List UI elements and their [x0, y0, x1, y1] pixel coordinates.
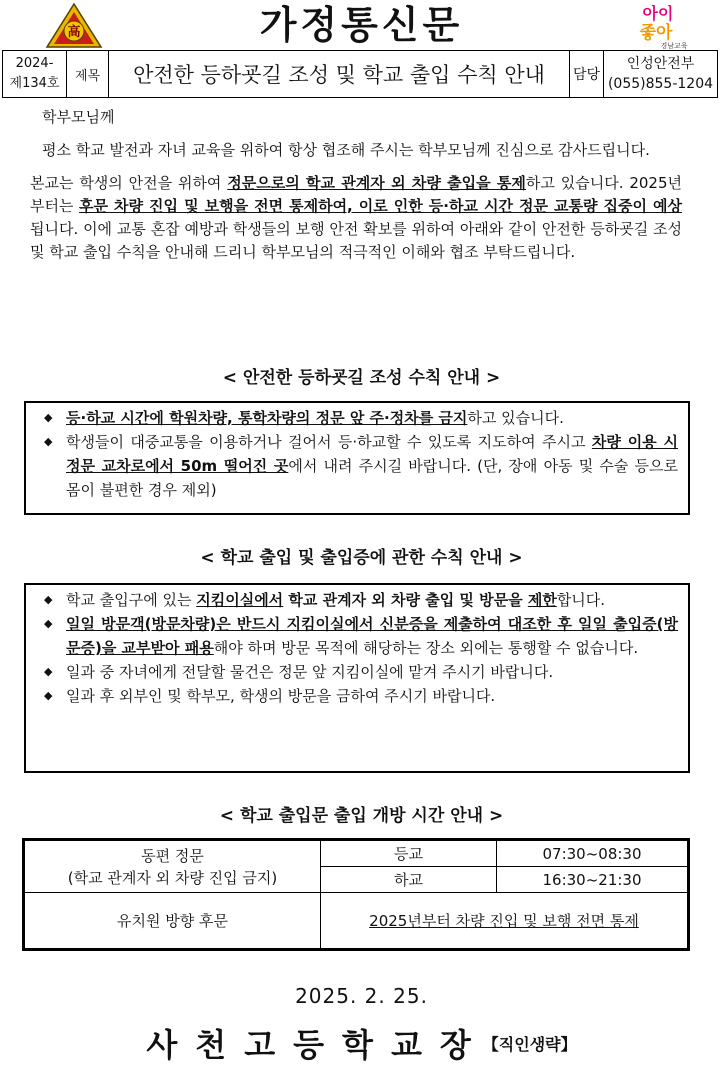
- notice-emphasis: 정문으로의 학교 관계자 외 차량 출입을 통제: [227, 174, 526, 192]
- rule-emphasis: 지킴이실에서: [196, 591, 284, 609]
- school-principal: 사천고등학교장: [146, 1026, 489, 1064]
- rule-emphasis: 일일 방문객(방문차량)은 반드시 지킴이실에서 신분증을 제출하여 대조한 후 일일 출입증(방문증)을 교부받아 패용: [66, 615, 678, 657]
- bullet-icon: ◆: [44, 689, 53, 702]
- issue-date: 2025. 2. 25.: [295, 984, 428, 1008]
- east-gate-name: 동편 정문: [141, 846, 204, 865]
- east-gate-cell: [25, 841, 321, 893]
- notice-text: 하고 있습니다. 2025년부터는: [30, 174, 682, 215]
- gate-hours-table: [22, 838, 690, 951]
- rule-bold: 학교 관계자 외 차량 출입 및 방문을: [283, 591, 528, 609]
- table-cell: 16:30~21:30: [497, 867, 688, 893]
- subject-label: 제목: [67, 51, 109, 97]
- list-item: [38, 406, 678, 430]
- list-item: [38, 430, 678, 502]
- back-gate-note-cell: [321, 893, 688, 949]
- notice-emphasis: 후문 차량 진입 및 보행을 전면 통제하여, 이로 인한 등·하교 시간 정문 교통량 집중이 예상: [79, 197, 682, 215]
- manager-label: 담당: [570, 51, 604, 97]
- issue-number: 제134호: [9, 76, 60, 91]
- header-info-bar: [2, 50, 718, 98]
- back-gate-note: 2025년부터 차량 진입 및 보행 전면 통제: [369, 912, 639, 930]
- seal-omitted: 【직인생략】: [482, 1034, 577, 1054]
- education-office-logo: [626, 2, 688, 50]
- logo-text-line1: 아이: [642, 4, 674, 23]
- rule-text: 일과 후 외부인 및 학부모, 학생의 방문을 금하여 주시기 바랍니다.: [66, 687, 496, 705]
- rule-text: 학교 출입구에 있는: [66, 591, 197, 609]
- list-item: [38, 660, 678, 684]
- east-gate-note: (학교 관계자 외 차량 진입 금지): [67, 868, 278, 887]
- commute-rules-box: [24, 401, 690, 515]
- section-title-entry: < 학교 출입 및 출입증에 관한 수칙 안내 >: [200, 548, 523, 568]
- section-title-commute: < 안전한 등하굣길 조성 수칙 안내 >: [222, 368, 501, 388]
- bullet-icon: ◆: [44, 617, 53, 630]
- rule-text: 일과 중 자녀에게 전달할 물건은 정문 앞 지킴이실에 맡겨 주시기 바랍니다.: [66, 663, 554, 681]
- bullet-icon: ◆: [44, 411, 53, 424]
- bullet-icon: ◆: [44, 665, 53, 678]
- section-title-hours: < 학교 출입문 출입 개방 시간 안내 >: [219, 806, 504, 826]
- signature: [0, 1020, 723, 1064]
- issue-number-cell: [3, 51, 67, 97]
- issue-year: 2024-: [15, 56, 54, 71]
- entry-rules-box: [24, 583, 690, 773]
- bullet-icon: ◆: [44, 593, 53, 606]
- notice-text: 됩니다. 이에 교통 혼잡 예방과 학생들의 보행 안전 확보를 위하여 아래와 같이 안전한 등하굣길 조성 및 학교 출입 수칙을 안내해 드리니 학부모님의 적극적인 이해와 협조 부탁드립니다.: [30, 220, 682, 261]
- rule-emphasis: 등·하교 시간에 학원차량, 통학차량의 정문 앞 주·정차를 금지: [66, 409, 468, 427]
- list-item: [38, 612, 678, 660]
- list-item: [38, 684, 678, 708]
- manager-phone: (055)855-1204: [607, 76, 714, 92]
- document-title: 가정통신문: [259, 3, 464, 47]
- rule-text: 학생들이 대중교통을 이용하거나 걸어서 등·하교할 수 있도록 지도하여 주시고: [66, 433, 592, 451]
- rule-text: 해야 하며 방문 목적에 해당하는 장소 외에는 통행할 수 없습니다.: [213, 639, 639, 657]
- rule-text: 합니다.: [556, 591, 606, 609]
- back-gate-name: 유치원 방향 후문: [25, 893, 321, 949]
- paragraph-thanks: 평소 학교 발전과 자녀 교육을 위하여 항상 협조해 주시는 학부모님께 진심으로 감사드립니다.: [42, 141, 650, 159]
- manager-contact: [604, 51, 717, 97]
- logo-subtext: 경남교육: [660, 42, 688, 50]
- list-item: [38, 588, 678, 612]
- table-cell: 등교: [321, 841, 497, 867]
- notice-text: 본교는 학생의 안전을 위하여: [30, 174, 228, 192]
- subject-title: 안전한 등하굣길 조성 및 학교 출입 수칙 안내: [109, 51, 570, 97]
- school-logo-text: 高: [67, 25, 81, 40]
- table-cell: 07:30~08:30: [497, 841, 688, 867]
- table-cell: 하교: [321, 867, 497, 893]
- logo-text-line2: 좋아: [639, 23, 673, 43]
- rule-text: 하고 있습니다.: [467, 409, 564, 427]
- greeting: 학부모님께: [42, 108, 115, 126]
- rule-text: 에서 내려 주시길 바랍니다. (단, 장애 아동 및 수술 등으로 몸이 불편한 경우 제외): [66, 457, 678, 499]
- bullet-icon: ◆: [44, 435, 53, 448]
- rule-emphasis: 차량 이용 시 정문 교차로에서 50m 떨어진 곳: [66, 433, 678, 475]
- rule-emphasis: 제한: [527, 591, 557, 609]
- paragraph-notice: [30, 172, 682, 264]
- letter-body: [30, 106, 682, 264]
- manager-dept: 인성안전부: [626, 56, 695, 72]
